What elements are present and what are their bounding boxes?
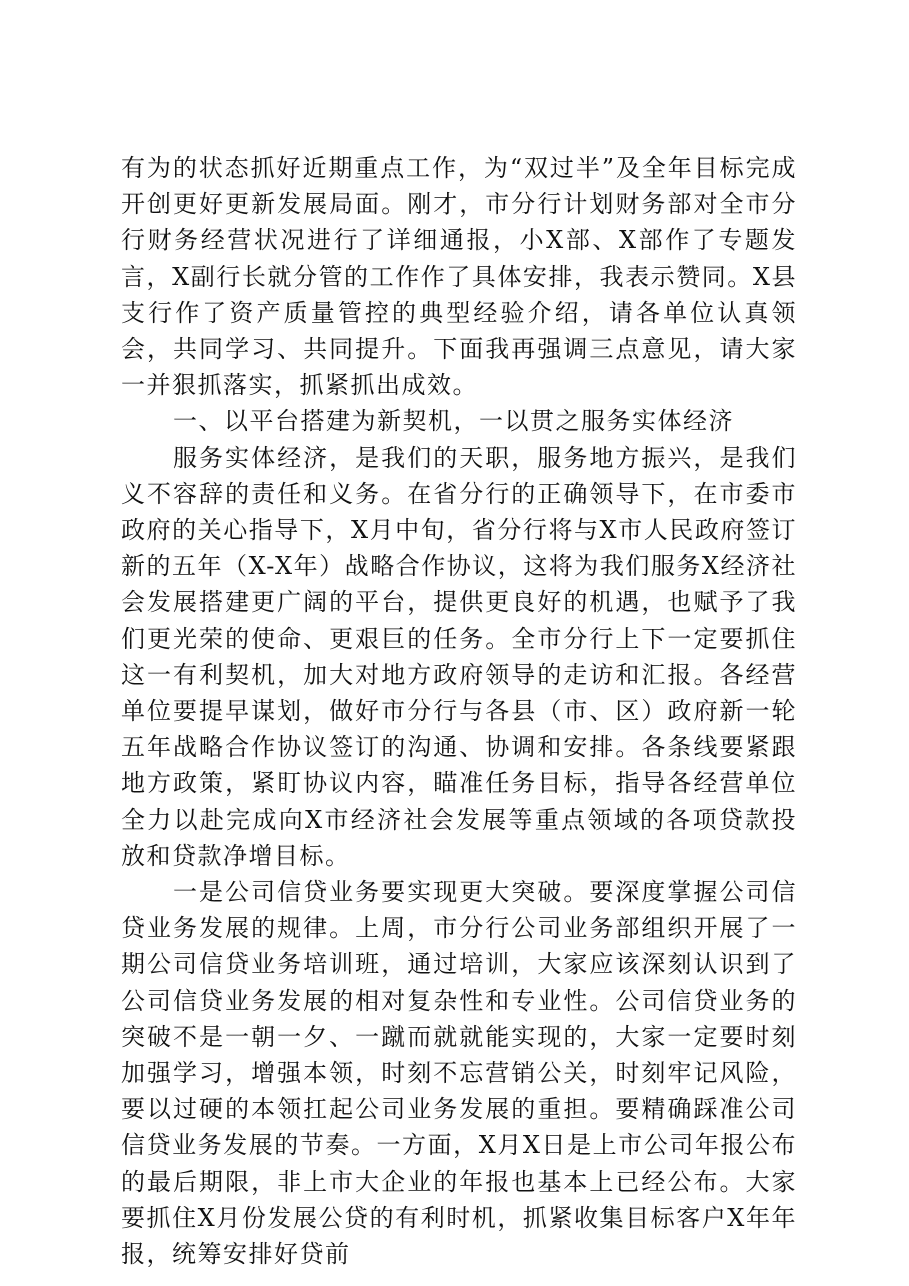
document-body [121,150,797,1272]
paragraph-intro: 有为的状态抓好近期重点工作，为“双过半”及全年目标完成开创更好更新发展局面。刚才，市分行计划财务部对全市分行财务经营状况进行了详细通报，小X部、X部作了专题发言，X副行长就分管的工作作了具体安排，我表示赞同。X县支行作了资产质量管控的典型经验介绍，请各单位认真领会，共同学习、共同提升。下面我再强调三点意见，请大家一并狠抓落实，抓紧抓出成效。 [121,154,797,400]
paragraph-corporate-credit: 一是公司信贷业务要实现更大突破。要深度掌握公司信贷业务发展的规律。上周，市分行公司业务部组织开展了一期公司信贷业务培训班，通过培训，大家应该深刻认识到了公司信贷业务发展的相对复杂性和专业性。公司信贷业务的突破不是一朝一夕、一蹴而就就能实现的，大家一定要时刻加强学习，增强本领，时刻不忘营销公关，时刻牢记风险，要以过硬的本领扛起公司业务发展的重担。要精确踩准公司信贷业务发展的节奏。一方面，X月X日是上市公司年报公布的最后期限，非上市大企业的年报也基本上已经公布。大家要抓住X月份发展公贷的有利时机，抓紧收集目标客户X年年报，统筹安排好贷前 [121,878,797,1269]
section-heading-1: 一、以平台搭建为新契机，一以贯之服务实体经济 [173,407,734,436]
paragraph-serve-real-economy: 服务实体经济，是我们的天职，服务地方振兴，是我们义不容辞的责任和义务。在省分行的正确领导下，在市委市政府的关心指导下，X月中旬，省分行将与X市人民政府签订新的五年（X-X年）战略合作协议，这将为我们服务X经济社会发展搭建更广阔的平台，提供更良好的机遇，也赋予了我们更光荣的使命、更艰巨的任务。全市分行上下一定要抓住这一有利契机，加大对地方政府领导的走访和汇报。各经营单位要提早谋划，做好市分行与各县（市、区）政府新一轮五年战略合作协议签订的沟通、协调和安排。各条线要紧跟地方政策，紧盯协议内容，瞄准任务目标，指导各经营单位全力以赴完成向X市经济社会发展等重点领域的各项贷款投放和贷款净增目标。 [121,443,797,870]
